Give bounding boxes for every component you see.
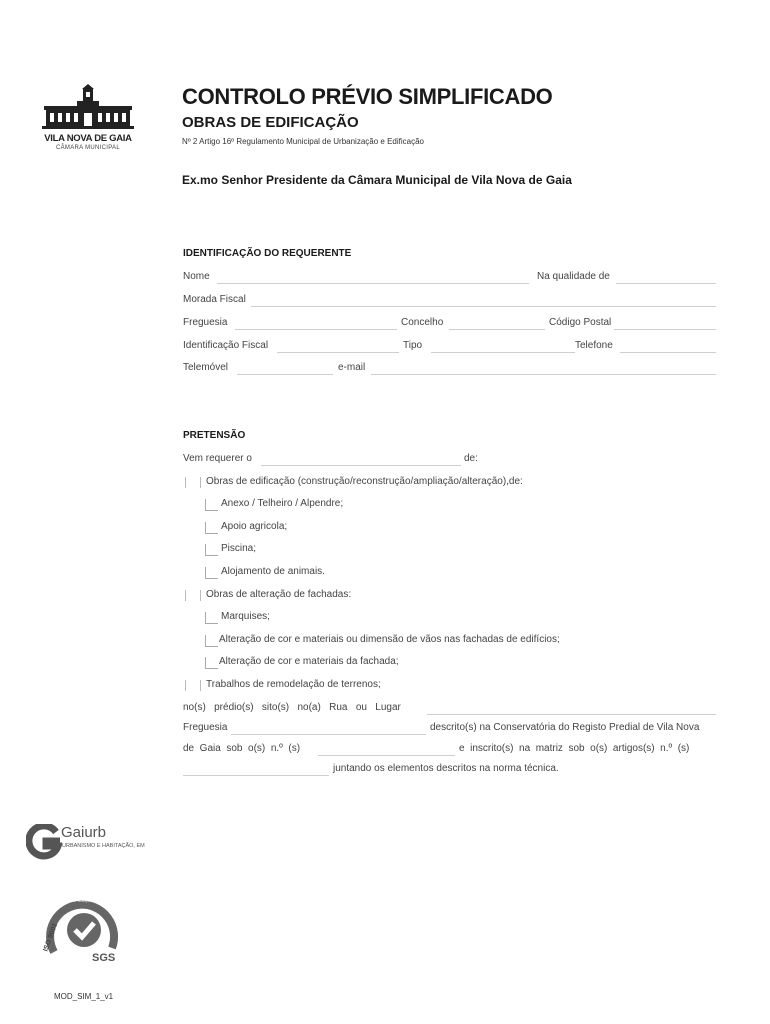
row-nome (183, 271, 716, 285)
section-heading-identificacao: IDENTIFICAÇÃO DO REQUERENTE (183, 248, 352, 259)
checkbox-alojamento[interactable] (205, 567, 218, 579)
field-id-fiscal[interactable] (277, 342, 399, 353)
label-telemovel: Telemóvel (183, 362, 229, 373)
gaiurb-name: Gaiurb (61, 824, 107, 841)
label-descrito: descrito(s) na Conservatória do Registo Predial de Vila Nova (430, 722, 700, 733)
row-p-freguesia (183, 722, 716, 736)
certification-seal (42, 892, 124, 968)
label-codigo-postal: Código Postal (549, 317, 612, 328)
label-vem-requerer: Vem requerer o (183, 453, 252, 464)
label-cor-vaos: Alteração de cor e materiais ou dimensão de vãos nas fachadas de edifícios; (219, 634, 560, 645)
label-gaia: de Gaia sob o(s) n.º (s) (183, 743, 301, 754)
field-tipo[interactable] (431, 342, 575, 353)
label-id-fiscal: Identificação Fiscal (183, 340, 269, 351)
label-fachadas: Obras de alteração de fachadas: (206, 589, 352, 600)
row-telemovel (183, 362, 716, 376)
gaiurb-subtitle: URBANISMO E HABITAÇÃO, EM (62, 843, 145, 849)
label-concelho: Concelho (401, 317, 444, 328)
field-freguesia[interactable] (235, 319, 397, 330)
gaiurb-logo (26, 822, 156, 862)
label-de: de: (464, 453, 478, 464)
field-telemovel[interactable] (237, 364, 333, 375)
label-edificacao: Obras de edificação (construção/reconstrução/ampliação/alteração),de: (206, 476, 523, 487)
page-subtitle: OBRAS DE EDIFICAÇÃO (182, 114, 359, 131)
label-cor-fachada: Alteração de cor e materiais da fachada; (219, 656, 399, 667)
field-numero-registo[interactable] (318, 745, 455, 756)
label-alojamento: Alojamento de animais. (221, 566, 325, 577)
label-qualidade: Na qualidade de (537, 271, 610, 282)
checkbox-marquises[interactable] (205, 612, 218, 624)
checkbox-cor-fachada[interactable] (205, 657, 218, 669)
row-vem-requerer (183, 453, 716, 467)
label-inscrito: e inscrito(s) na matriz sob o(s) artigos(s) n.º (s) (459, 743, 690, 754)
field-vem-requerer[interactable] (261, 455, 461, 466)
gaiurb-g-icon (26, 824, 62, 860)
row-morada (183, 294, 716, 308)
label-telefone: Telefone (575, 340, 613, 351)
field-qualidade[interactable] (616, 273, 716, 284)
label-anexo: Anexo / Telheiro / Alpendre; (221, 498, 344, 509)
logo-name: VILA NOVA DE GAIA (44, 133, 132, 144)
checkbox-fachadas[interactable] (185, 590, 201, 601)
iso-label: ISO 9001 (42, 922, 60, 953)
sgs-label: SGS (92, 952, 116, 964)
field-email[interactable] (371, 364, 716, 375)
municipal-logo (40, 84, 136, 154)
town-hall-icon (42, 84, 134, 132)
field-concelho[interactable] (449, 319, 545, 330)
checkbox-apoio-agricola[interactable] (205, 522, 218, 534)
row-predio (183, 702, 716, 716)
field-p-freguesia[interactable] (231, 724, 426, 735)
checkbox-piscina[interactable] (205, 544, 218, 556)
cert-text: CERTIFICAÇÃO DE SISTEMAS (62, 898, 125, 903)
logo-subname: CÂMARA MUNICIPAL (55, 145, 121, 151)
label-remodelacao: Trabalhos de remodelação de terrenos; (206, 679, 381, 690)
label-juntando: juntando os elementos descritos na norma técnica. (333, 763, 559, 774)
row-freguesia (183, 317, 716, 331)
page-title: CONTROLO PRÉVIO SIMPLIFICADO (182, 84, 553, 109)
label-freguesia: Freguesia (183, 317, 228, 328)
label-apoio-agricola: Apoio agricola; (221, 521, 288, 532)
field-telefone[interactable] (620, 342, 716, 353)
label-email: e-mail (338, 362, 366, 373)
addressee: Ex.mo Senhor Presidente da Câmara Municipal de Vila Nova de Gaia (182, 173, 572, 187)
checkbox-edificacao[interactable] (185, 477, 201, 488)
checkbox-anexo[interactable] (205, 499, 218, 511)
label-nome: Nome (183, 271, 210, 282)
field-artigos[interactable] (183, 765, 329, 776)
section-heading-pretensao: PRETENSÃO (183, 430, 246, 441)
row-gaia (183, 743, 716, 757)
label-piscina: Piscina; (221, 543, 257, 554)
checkbox-cor-vaos[interactable] (205, 635, 218, 647)
field-morada[interactable] (251, 296, 716, 307)
row-juntando (183, 763, 716, 777)
label-tipo: Tipo (403, 340, 423, 351)
label-predio: no(s) prédio(s) sito(s) no(a) Rua ou Lugar (183, 702, 401, 713)
legal-reference: Nº 2 Artigo 16º Regulamento Municipal de Urbanização e Edificação (182, 137, 424, 146)
field-codigo-postal[interactable] (614, 319, 716, 330)
form-code: MOD_SIM_1_v1 (54, 992, 114, 1001)
checkbox-remodelacao[interactable] (185, 680, 201, 691)
field-nome[interactable] (217, 273, 529, 284)
label-morada: Morada Fiscal (183, 294, 246, 305)
label-marquises: Marquises; (221, 611, 270, 622)
label-p-freguesia: Freguesia (183, 722, 228, 733)
row-id-fiscal (183, 340, 716, 354)
field-rua-lugar[interactable] (427, 704, 716, 715)
